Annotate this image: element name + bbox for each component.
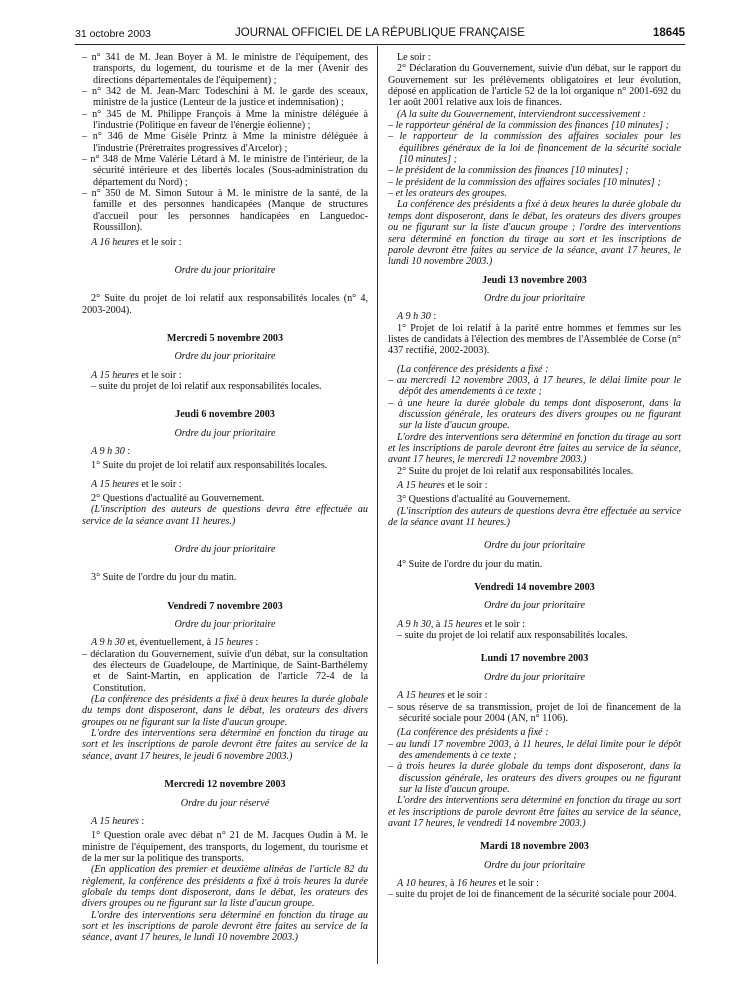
agenda-note: L'ordre des interventions sera déterminé en fonction du tirage au sort et les inscriptions de parole devront être faites au service de la séance, avant 17 heures, le mercredi 12 novembre 2003.) bbox=[388, 431, 681, 466]
time-label: A 10 heures bbox=[397, 877, 445, 889]
time-suffix: : bbox=[138, 815, 145, 827]
agenda-item: – déclaration du Gouvernement, suivie d'un débat, sur la consultation des électeurs de Guadeloupe, de Martinique, de Saint-Barthélemy et de Saint-Martin, en application de l'article 72-4 de la Constitution. bbox=[82, 648, 368, 694]
page-header bbox=[75, 22, 685, 40]
agenda-note: – le rapporteur général de la commission des finances [10 minutes] ; bbox=[388, 120, 669, 132]
agenda-item: 2° Déclaration du Gouvernement, suivie d'un débat, sur le rapport du Gouvernement sur les prélèvements obligatoires et leur évolution, déposé en application de l'article 52 de la loi organique n° 2001-692 du 1er août 2001 relative aux lois de finances. bbox=[388, 63, 681, 109]
time-line bbox=[388, 480, 681, 491]
time-label: A 16 heures bbox=[91, 236, 139, 248]
time-label: A 9 h 30 bbox=[397, 618, 431, 630]
time-suffix: : bbox=[124, 445, 131, 457]
agenda-note: L'ordre des interventions sera déterminé en fonction du tirage au sort et les inscriptions de parole devront être faites au service de la séance, avant 17 heures, le vendredi 14 novembre 2003.) bbox=[388, 795, 681, 829]
time-label: A 9 h 30 bbox=[397, 311, 431, 323]
day-heading: Mercredi 5 novembre 2003 bbox=[166, 332, 284, 344]
time-suffix: et le soir : bbox=[482, 618, 525, 630]
time-label: A 15 heures bbox=[397, 690, 445, 702]
time-line: Le soir : bbox=[397, 52, 431, 63]
time-line bbox=[82, 479, 368, 490]
agenda-type: Ordre du jour prioritaire bbox=[484, 671, 585, 683]
agenda-note: (La conférence des présidents a fixé : bbox=[397, 363, 549, 375]
time-label: A 15 heures bbox=[91, 815, 139, 827]
agenda-type: Ordre du jour prioritaire bbox=[174, 427, 276, 439]
agenda-note: – au lundi 17 novembre 2003, à 11 heures, le délai limite pour le dépôt des amendements à ce texte ; bbox=[388, 738, 681, 761]
time-connector: , à bbox=[430, 618, 443, 630]
agenda-type: Ordre du jour prioritaire bbox=[174, 619, 276, 631]
time-line bbox=[388, 619, 681, 630]
agenda-item: 4° Suite de l'ordre du jour du matin. bbox=[397, 558, 543, 570]
agenda-note: (En application des premier et deuxième alinéas de l'article 82 du règlement, la conférence des présidents a fixé à trois heures la durée globale du temps dont disposeront, dans le débat, les orateurs des divers groupes ou ne figurant sur la liste d'aucun groupe. bbox=[82, 864, 368, 910]
agenda-item: 1° Suite du projet de loi relatif aux responsabilités locales. bbox=[91, 460, 328, 472]
agenda-note: – et les orateurs des groupes. bbox=[388, 188, 507, 200]
agenda-note: – à une heure la durée globale du temps dont disposeront, dans la discussion générale, les orateurs des divers groupes ou ne figurant sur la liste d'aucun groupe. bbox=[388, 397, 681, 432]
time-label: A 15 heures bbox=[91, 478, 139, 490]
time-label: A 15 heures bbox=[397, 480, 445, 492]
agenda-note: (La conférence des présidents a fixé à deux heures la durée globale du temps dont disposeront, dans le débat, les orateurs des divers groupes ou ne figurant sur la liste d'aucun groupe. bbox=[82, 694, 368, 728]
agenda-note: (L'inscription des auteurs de questions devra être effectuée au service de la séance avant 11 heures.) bbox=[82, 504, 368, 527]
agenda-note: (A la suite du Gouvernement, interviendront successivement : bbox=[397, 108, 647, 120]
agenda-item: 1° Question orale avec débat n° 21 de M. Jacques Oudin à M. le ministre de l'équipement, des transports, du logement, du tourisme et de la mer sur la politique des transports. bbox=[82, 830, 368, 864]
time-suffix: et le soir : bbox=[138, 236, 182, 248]
agenda-item: – suite du projet de loi relatif aux responsabilités locales. bbox=[91, 380, 322, 392]
page-number: 18645 bbox=[653, 27, 685, 39]
time-label: A 15 heures bbox=[91, 369, 139, 381]
header-date: 31 octobre 2003 bbox=[75, 28, 151, 40]
time-suffix: et le soir : bbox=[444, 480, 488, 492]
time-line bbox=[388, 311, 681, 322]
agenda-note: – au mercredi 12 novembre 2003, à 17 heures, le délai limite pour le dépôt des amendements à ce texte ; bbox=[388, 374, 681, 398]
agenda-note: L'ordre des interventions sera déterminé en fonction du tirage au sort et les inscriptions de parole devront être faites au service de la séance, avant 17 heures, le jeudi 6 novembre 2003.) bbox=[82, 728, 368, 762]
time-line bbox=[388, 690, 681, 701]
time-connector: et, éventuellement, à bbox=[124, 637, 214, 649]
time-line bbox=[388, 878, 681, 889]
question-item: – n° 341 de M. Jean Boyer à M. le ministre de l'équipement, des transports, du logement, du tourisme et de la mer (Avenir des directions départementales de l'équipement) ; bbox=[82, 52, 368, 86]
journal-title: JOURNAL OFFICIEL DE LA RÉPUBLIQUE FRANÇAISE bbox=[235, 27, 525, 39]
question-item: – n° 348 de Mme Valérie Létard à M. le ministre de l'intérieur, de la sécurité intérieure et des libertés locales (Sous-administration du département du Nord) ; bbox=[82, 154, 368, 188]
agenda-item: 2° Suite du projet de loi relatif aux responsabilités locales (n° 4, 2003-2004). bbox=[82, 293, 368, 316]
agenda-type: Ordre du jour prioritaire bbox=[484, 540, 585, 552]
day-heading: Mardi 18 novembre 2003 bbox=[480, 841, 589, 853]
question-item: – n° 345 de M. Philippe François à Mme la ministre déléguée à l'industrie (Politique en faveur de l'énergie éolienne) ; bbox=[82, 108, 368, 132]
time-suffix: et le soir : bbox=[138, 369, 182, 381]
agenda-item: 2° Questions d'actualité au Gouvernement. bbox=[91, 492, 265, 504]
agenda-type: Ordre du jour prioritaire bbox=[174, 351, 276, 363]
time-label: A 9 h 30 bbox=[91, 445, 125, 457]
day-heading: Jeudi 13 novembre 2003 bbox=[482, 274, 587, 286]
day-heading: Jeudi 6 novembre 2003 bbox=[175, 409, 275, 421]
agenda-note: – à trois heures la durée globale du temps dont disposeront, dans la discussion générale, les orateurs des divers groupes ou ne figurant sur la liste d'aucun groupe. bbox=[388, 761, 681, 795]
time-line bbox=[82, 370, 368, 381]
agenda-item: 3° Suite de l'ordre du jour du matin. bbox=[91, 572, 237, 584]
time-suffix: : bbox=[430, 311, 437, 323]
left-column bbox=[82, 52, 368, 944]
question-item: – n° 342 de M. Jean-Marc Todeschini à M. le garde des sceaux, ministre de la justice (Lenteur de la justice et indemnisation) ; bbox=[82, 86, 368, 109]
agenda-note: (La conférence des présidents a fixé : bbox=[397, 727, 549, 739]
time-suffix: et le soir : bbox=[496, 877, 539, 889]
time-line bbox=[82, 816, 368, 827]
header-rule bbox=[75, 44, 685, 45]
agenda-note: La conférence des présidents a fixé à deux heures la durée globale du temps dont disposeront, dans le débat, les orateurs des divers groupes ou ne figurant sur la liste d'aucun groupe ; l'ordre des interventions sera déterminé en fonction du tirage au sort et les inscriptions de parole devront être faites au service de la séance, avant 17 heures, le lundi 10 novembre 2003.) bbox=[388, 199, 681, 268]
day-heading: Vendredi 14 novembre 2003 bbox=[474, 582, 595, 594]
time-line bbox=[82, 446, 368, 457]
agenda-note: (L'inscription des auteurs de questions devra être effectuée au service de la séance avant 11 heures.) bbox=[388, 505, 681, 529]
right-column bbox=[388, 52, 681, 901]
time-connector: , à bbox=[444, 877, 457, 889]
agenda-type: Ordre du jour prioritaire bbox=[484, 859, 585, 871]
time-suffix: et le soir : bbox=[444, 690, 488, 702]
agenda-item: – suite du projet de loi de financement de la sécurité sociale pour 2004. bbox=[388, 889, 677, 901]
time-label: 15 heures bbox=[442, 618, 483, 630]
day-heading: Mercredi 12 novembre 2003 bbox=[164, 779, 286, 791]
time-line bbox=[82, 237, 368, 248]
column-divider bbox=[377, 46, 378, 964]
agenda-note: – le rapporteur de la commission des affaires sociales pour les équilibres généraux de la loi de financement de la sécurité sociale [10 minutes] ; bbox=[388, 131, 681, 166]
question-item: – n° 350 de M. Simon Sutour à M. le ministre de la santé, de la famille et des personnes handicapées (Manque de structures d'accueil pour les personnes handicapées en Languedoc-Roussillon). bbox=[82, 188, 368, 234]
agenda-note: – le président de la commission des affaires sociales [10 minutes] ; bbox=[388, 176, 661, 188]
agenda-note: – le président de la commission des finances [10 minutes] ; bbox=[388, 165, 629, 177]
agenda-item: 1° Projet de loi relatif à la parité entre hommes et femmes sur les listes de candidats à l'élection des membres de l'Assemblée de Corse (n° 437 rectifié, 2002-2003). bbox=[388, 322, 681, 357]
agenda-type: Ordre du jour réservé bbox=[180, 797, 270, 809]
time-label: A 9 h 30 bbox=[91, 637, 125, 649]
agenda-item: 3° Questions d'actualité au Gouvernement. bbox=[397, 494, 571, 506]
time-suffix: et le soir : bbox=[138, 478, 182, 490]
agenda-note: L'ordre des interventions sera déterminé en fonction du tirage au sort et les inscriptions de parole devront être faites au service de la séance, avant 17 heures, le lundi 10 novembre 2003.) bbox=[82, 909, 368, 944]
question-item: – n° 346 de Mme Gisèle Printz à Mme la ministre déléguée à l'industrie (Préretraites progressives d'Arcelor) ; bbox=[82, 131, 368, 154]
agenda-item: – sous réserve de sa transmission, projet de loi de financement de la sécurité sociale pour 2004 (AN, n° 1106). bbox=[388, 701, 681, 724]
agenda-type: Ordre du jour prioritaire bbox=[484, 600, 585, 612]
time-label: 16 heures bbox=[456, 877, 497, 889]
agenda-type: Ordre du jour prioritaire bbox=[484, 292, 585, 304]
agenda-item: 2° Suite du projet de loi relatif aux responsabilités locales. bbox=[397, 465, 634, 477]
agenda-type: Ordre du jour prioritaire bbox=[174, 544, 276, 555]
day-heading: Lundi 17 novembre 2003 bbox=[480, 653, 589, 665]
time-label: 15 heures bbox=[213, 637, 253, 649]
agenda-item: – suite du projet de loi relatif aux responsabilités locales. bbox=[397, 630, 628, 642]
day-heading: Vendredi 7 novembre 2003 bbox=[167, 600, 283, 612]
time-line bbox=[82, 637, 368, 648]
time-suffix: : bbox=[252, 637, 259, 649]
agenda-type: Ordre du jour prioritaire bbox=[174, 264, 276, 276]
